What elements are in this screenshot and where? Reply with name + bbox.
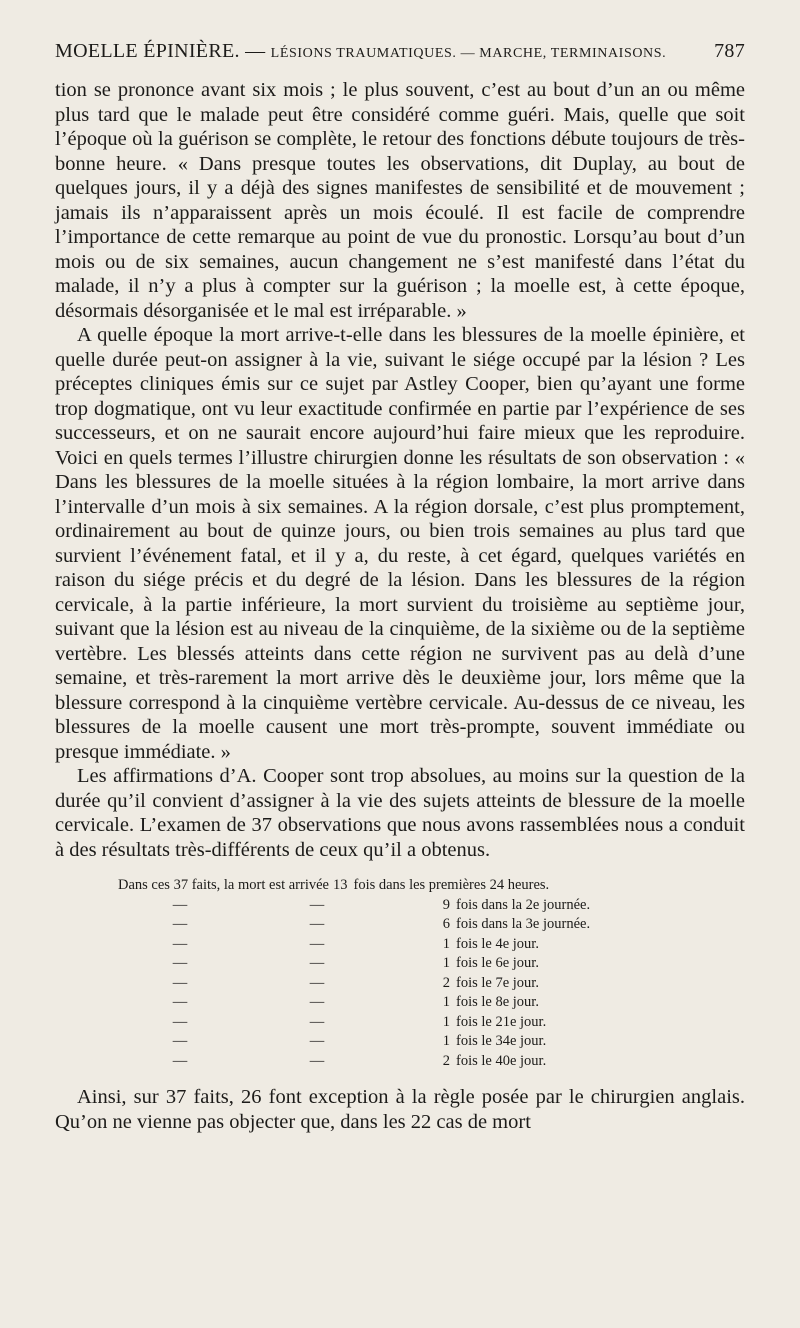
paragraph-2: A quelle époque la mort arrive-t-elle dans les blessures de la moelle épinière, et quelle durée peut-on assigner à la vie, suivant le siége occupé par la lésion ? Les préceptes cliniques émis sur ce sujet par Astley Cooper, bien qu’ayant une forme trop dogmatique, ont vu leur exactitude confirmée en partie par l’expérience de ses successeurs, et on ne saurait encore aujourd’hui faire mieux que les reproduire. Voici en quels termes l’illustre chirurgien donne les résultats de son observation : « Dans les blessures de la moelle situées à la région lombaire, la mort arrive dans l’intervalle d’un mois à six semaines. A la région dorsale, c’est plus promptement, ordinairement au bout de quinze jours, ou bien trois semaines au plus tard que survient l’événement fatal, et il y a, du reste, à cet égard, quelques variétés en raison du siége précis et du degré de la lésion. Dans les blessures de la région cervicale, à la partie inférieure, la mort survient du troisième au septième jour, suivant que la lésion est au niveau de la cinquième, de la sixième ou de la septième vertèbre. Les blessés atteints dans cette région ne survivent pas au delà d’une semaine, et très-rarement la mort arrive dès le deuxième jour, lors même que la blessure correspond à la cinquième vertèbre cervicale. Au-dessus de ce niveau, les blessures de la moelle causent une mort très-prompte, souvent immédiate ou presque immédiate. » [55, 324, 745, 763]
page-number: 787 [714, 40, 745, 62]
running-title [55, 40, 666, 63]
table-dash: — [309, 1013, 325, 1030]
table-dash: — [309, 916, 325, 932]
table-dash: — [172, 896, 188, 913]
table-dash: — [309, 955, 325, 971]
table-count: 2 [442, 1052, 450, 1069]
table-dash: — [172, 1052, 188, 1069]
table-row [118, 876, 745, 896]
table-dash: — [309, 1033, 325, 1049]
table-count: 9 [442, 896, 450, 913]
page-body [55, 78, 745, 1134]
mortality-table [118, 876, 745, 1071]
table-label: fois le 4e jour. [456, 935, 539, 952]
table-dash: — [309, 994, 325, 1010]
table-row [118, 954, 745, 974]
table-row [118, 1052, 745, 1072]
table-row [118, 974, 745, 994]
table-row [118, 896, 745, 916]
table-label: fois le 21e jour. [456, 1013, 547, 1030]
table-count: 13 [332, 877, 348, 893]
table-count: 1 [442, 1013, 450, 1030]
table-dash: — [172, 974, 188, 991]
table-dash: — [172, 1033, 188, 1049]
table-count: 6 [442, 916, 450, 932]
paragraph-4: Ainsi, sur 37 faits, 26 font exception à la règle posée par le chirurgien anglais. Qu’on ne vienne pas objecter que, dans les 22 cas de mort [55, 1086, 745, 1133]
table-dash: — [309, 1052, 325, 1069]
table-label: fois le 40e jour. [456, 1052, 547, 1069]
running-title-small-caps: LÉSIONS TRAUMATIQUES. — MARCHE, TERMINAISONS. [270, 46, 667, 61]
table-row [118, 1013, 745, 1033]
table-label: fois dans les premières 24 heures. [353, 877, 550, 893]
table-label: fois le 7e jour. [456, 974, 539, 991]
table-label: fois dans la 3e journée. [456, 916, 591, 932]
table-dash: — [309, 896, 325, 913]
table-count: 1 [442, 994, 450, 1010]
running-title-main: MOELLE ÉPINIÈRE. — [55, 40, 271, 62]
table-label: fois le 8e jour. [456, 994, 539, 1010]
paragraph-1: tion se prononce avant six mois ; le plus souvent, c’est au bout d’un an ou même plus tard que le malade peut être considéré comme guéri. Mais, quelle que soit l’époque où la guérison se complète, le retour des fonctions débute toujours de très-bonne heure. « Dans presque toutes les observations, dit Duplay, au bout de quelques jours, il y a déjà des signes manifestes de sensibilité et de mouvement ; jamais ils n’apparaissent après un mois écoulé. Il est facile de comprendre l’importance de cette remarque au point de vue du pronostic. Lorsqu’au bout d’un mois ou de six semaines, aucun changement ne s’est manifesté dans l’état du malade, il n’y a plus à compter sur la guérison ; la moelle est, à cette époque, désormais désorganisée et le mal est irréparable. » [55, 79, 745, 322]
paragraph-3: Les affirmations d’A. Cooper sont trop absolues, au moins sur la question de la durée qu’il convient d’assigner à la vie des sujets atteints de blessure de la moelle cervicale. L’examen de 37 observations que nous avons rassemblées nous a conduit à des résultats très-différents de ceux qu’il a obtenus. [55, 765, 745, 861]
table-label: fois dans la 2e journée. [456, 896, 591, 913]
table-dash: — [172, 994, 188, 1010]
table-dash: — [172, 955, 188, 971]
table-row [118, 915, 745, 935]
table-label: fois le 6e jour. [456, 955, 539, 971]
table-count: 1 [442, 955, 450, 971]
table-dash: — [309, 935, 325, 952]
table-dash: — [172, 916, 188, 932]
running-header [55, 40, 745, 63]
table-row [118, 993, 745, 1013]
table-intro: Dans ces 37 faits, la mort est arrivée [118, 877, 329, 893]
table-dash: — [309, 974, 325, 991]
table-row [118, 1032, 745, 1052]
table-label: fois le 34e jour. [456, 1033, 547, 1049]
table-count: 1 [442, 1033, 450, 1049]
table-count: 2 [442, 974, 450, 991]
table-row [118, 935, 745, 955]
table-dash: — [172, 935, 188, 952]
table-count: 1 [442, 935, 450, 952]
table-dash: — [172, 1013, 188, 1030]
